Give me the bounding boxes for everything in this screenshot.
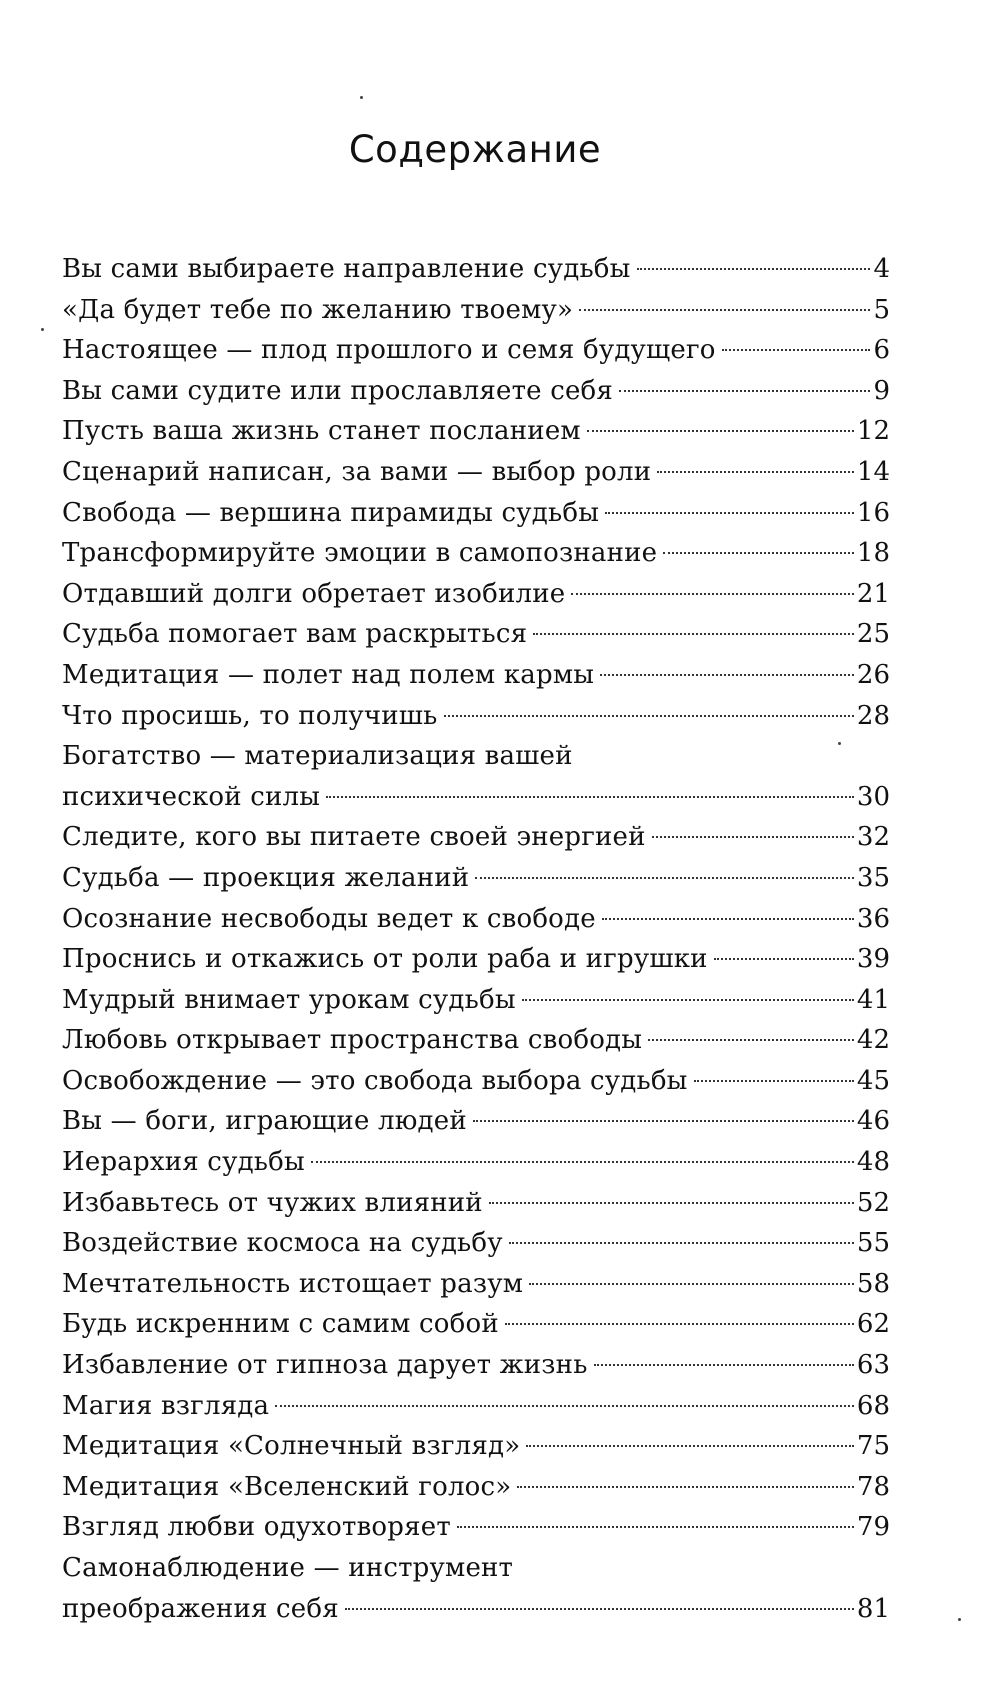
toc-line <box>62 1548 890 1589</box>
toc-entry-title: Вы — боги, играющие людей <box>62 1106 467 1137</box>
toc-entry <box>62 655 890 696</box>
print-speck <box>360 96 363 99</box>
toc-entry-title: Воздействие космоса на судьбу <box>62 1228 503 1259</box>
toc-entry-title: Вы сами выбираете направление судьбы <box>62 254 631 284</box>
toc-entry <box>62 249 890 290</box>
toc-line <box>62 655 890 696</box>
toc-entry <box>62 858 890 899</box>
toc-page-number: 9 <box>873 375 890 406</box>
dot-leader <box>509 1242 854 1244</box>
toc-entry-title: Судьба — проекция желаний <box>62 862 470 893</box>
toc-entry <box>62 1426 890 1467</box>
toc-entry <box>62 1061 890 1102</box>
toc-entry-title: Избавление от гипноза дарует жизнь <box>62 1350 588 1381</box>
dot-leader <box>637 268 871 270</box>
toc-page-number: 18 <box>856 538 890 569</box>
toc-entry-title: Следите, кого вы питаете своей энергией <box>62 822 646 853</box>
toc-page-number: 36 <box>856 903 890 934</box>
dot-leader <box>722 349 871 351</box>
toc-page-number: 30 <box>856 781 890 812</box>
toc-entry <box>62 290 890 331</box>
toc-entry-title: Будь искренним с самим собой <box>62 1309 499 1340</box>
dot-leader <box>619 390 870 392</box>
toc-entry <box>62 980 890 1021</box>
dot-leader <box>694 1080 854 1082</box>
print-speck <box>41 328 44 331</box>
toc-entry-title: Осознание несвободы ведет к свободе <box>62 903 596 934</box>
toc-entry-title: Пусть ваша жизнь станет посланием <box>62 416 581 447</box>
toc-line <box>62 1467 890 1508</box>
toc-entry-title: Свобода — вершина пирамиды судьбы <box>62 497 600 528</box>
toc-line <box>62 696 890 737</box>
toc-page-number: 52 <box>856 1187 890 1218</box>
toc-line <box>62 371 890 412</box>
toc-entry <box>62 1223 890 1264</box>
toc-line <box>62 533 890 574</box>
toc-line <box>62 452 890 493</box>
dot-leader <box>457 1526 854 1528</box>
toc-line <box>62 899 890 940</box>
toc-entry-title: Судьба помогает вам раскрыться <box>62 619 528 650</box>
toc-page-number: 79 <box>856 1512 890 1543</box>
toc-page-number: 45 <box>856 1065 890 1096</box>
toc-entry-title: Избавьтесь от чужих влияний <box>62 1187 483 1218</box>
toc-line <box>62 1507 890 1548</box>
dot-leader <box>579 309 870 311</box>
toc-entry <box>62 411 890 452</box>
toc-entry <box>62 817 890 858</box>
toc-page-number: 16 <box>856 497 890 528</box>
toc-entry <box>62 1304 890 1345</box>
toc-entry <box>62 493 890 534</box>
toc-line <box>62 290 890 331</box>
toc-page-number: 63 <box>856 1350 890 1381</box>
toc-line <box>62 858 890 899</box>
dot-leader <box>657 471 854 473</box>
toc-entry-title: Что просишь, то получишь <box>62 700 438 731</box>
toc-line <box>62 980 890 1021</box>
toc-page-number: 62 <box>856 1309 890 1340</box>
toc-entry-title: Вы сами судите или прославляете себя <box>62 375 614 406</box>
toc-entry <box>62 1467 890 1508</box>
dot-leader <box>444 715 854 717</box>
toc-page-number: 6 <box>873 335 890 366</box>
toc-entry-title: Медитация «Вселенский голос» <box>62 1471 512 1502</box>
dot-leader <box>648 1039 854 1041</box>
toc-page-number: 12 <box>856 416 890 447</box>
toc-entry <box>62 1386 890 1427</box>
toc-entry <box>62 696 890 737</box>
toc-line <box>62 330 890 371</box>
toc-page-number: 68 <box>856 1390 890 1421</box>
dot-leader <box>714 958 854 960</box>
toc-entry-title: Трансформируйте эмоции в самопознание <box>62 538 658 569</box>
toc-page-number: 58 <box>856 1268 890 1299</box>
dot-leader <box>663 552 854 554</box>
toc-entry <box>62 533 890 574</box>
dot-leader <box>594 1364 854 1366</box>
toc-line <box>62 249 890 290</box>
toc-line <box>62 1020 890 1061</box>
toc-line <box>62 1304 890 1345</box>
print-speck <box>958 1618 961 1621</box>
toc-entry <box>62 899 890 940</box>
toc-entry-title: Магия взгляда <box>62 1390 270 1421</box>
toc-entry-title: Медитация — полет над полем кармы <box>62 659 595 690</box>
toc-entry-title: Любовь открывает пространства свободы <box>62 1025 643 1056</box>
toc-page-number: 32 <box>856 822 890 853</box>
toc-page-number: 25 <box>856 619 890 650</box>
toc-entry-title: Богатство — материализация вашей <box>62 741 573 772</box>
toc-entry <box>62 452 890 493</box>
toc-line <box>62 1264 890 1305</box>
dot-leader <box>533 633 854 635</box>
toc-line <box>62 1142 890 1183</box>
toc-page-number: 42 <box>856 1025 890 1056</box>
toc-entry-title: Сценарий написан, за вами — выбор роли <box>62 456 652 487</box>
toc-entry-title: Настоящее — плод прошлого и семя будущего <box>62 335 716 366</box>
toc-entry <box>62 330 890 371</box>
dot-leader <box>489 1202 854 1204</box>
toc-entry-title: психической силы <box>62 781 321 812</box>
dot-leader <box>587 430 854 432</box>
toc-entry-title: Освобождение — это свобода выбора судьбы <box>62 1065 688 1096</box>
dot-leader <box>529 1283 854 1285</box>
toc-page-number: 78 <box>856 1471 890 1502</box>
toc-entry-title: Медитация «Солнечный взгляд» <box>62 1431 521 1462</box>
toc-entry-title: Отдавший долги обретает изобилие <box>62 578 566 609</box>
toc-line <box>62 736 890 777</box>
toc-entry <box>62 1264 890 1305</box>
toc-entry <box>62 1020 890 1061</box>
toc-entry <box>62 371 890 412</box>
toc-line <box>62 939 890 980</box>
toc-line <box>62 1223 890 1264</box>
toc-line <box>62 493 890 534</box>
toc-line <box>62 574 890 615</box>
toc-line <box>62 777 890 818</box>
toc-entry-title: Мечтательность истощает разум <box>62 1268 524 1299</box>
dot-leader <box>326 796 854 798</box>
toc-entry-title: Самонаблюдение — инструмент <box>62 1553 514 1583</box>
toc-page-number: 46 <box>856 1106 890 1137</box>
toc-page-number: 4 <box>873 254 890 284</box>
toc-page-number: 35 <box>856 862 890 893</box>
toc-line <box>62 1061 890 1102</box>
dot-leader <box>275 1405 854 1407</box>
toc-page-number: 75 <box>856 1431 890 1462</box>
dot-leader <box>526 1445 854 1447</box>
toc-entry <box>62 1548 890 1629</box>
page-title: Содержание <box>348 128 602 171</box>
toc-entry <box>62 736 890 817</box>
toc-entry <box>62 574 890 615</box>
toc-entry-title: Взгляд любви одухотворяет <box>62 1512 451 1543</box>
dot-leader <box>311 1161 854 1163</box>
toc-entry <box>62 939 890 980</box>
toc-line <box>62 411 890 452</box>
toc-line <box>62 1345 890 1386</box>
dot-leader <box>602 918 854 920</box>
toc-page-number: 81 <box>856 1593 890 1624</box>
toc-page-number: 28 <box>856 700 890 731</box>
dot-leader <box>475 877 854 879</box>
toc-line <box>62 614 890 655</box>
dot-leader <box>571 593 854 595</box>
table-of-contents <box>62 249 890 1629</box>
toc-page-number: 55 <box>856 1228 890 1259</box>
toc-page-number: 21 <box>856 578 890 609</box>
toc-page-number: 48 <box>856 1147 890 1178</box>
toc-line <box>62 1101 890 1142</box>
toc-page-number: 39 <box>856 944 890 975</box>
toc-entry-title: Мудрый внимает урокам судьбы <box>62 984 516 1015</box>
dot-leader <box>652 836 854 838</box>
toc-line <box>62 1426 890 1467</box>
toc-entry-title: Проснись и откажись от роли раба и игрушки <box>62 944 708 975</box>
dot-leader <box>517 1486 854 1488</box>
dot-leader <box>345 1608 854 1610</box>
toc-entry <box>62 1183 890 1224</box>
toc-entry <box>62 614 890 655</box>
toc-entry <box>62 1507 890 1548</box>
toc-entry <box>62 1142 890 1183</box>
toc-line <box>62 817 890 858</box>
toc-entry <box>62 1101 890 1142</box>
dot-leader <box>600 674 854 676</box>
toc-page-number: 26 <box>856 659 890 690</box>
dot-leader <box>505 1323 854 1325</box>
dot-leader <box>522 999 854 1001</box>
toc-entry-title: преображения себя <box>62 1593 339 1624</box>
dot-leader <box>473 1120 854 1122</box>
toc-page-number: 5 <box>873 294 890 325</box>
print-speck <box>838 742 841 745</box>
toc-entry-title: «Да будет тебе по желанию твоему» <box>62 294 574 325</box>
toc-line <box>62 1386 890 1427</box>
toc-page-number: 14 <box>856 456 890 487</box>
dot-leader <box>605 512 854 514</box>
toc-entry <box>62 1345 890 1386</box>
toc-entry-title: Иерархия судьбы <box>62 1147 305 1178</box>
toc-line <box>62 1183 890 1224</box>
toc-page-number: 41 <box>856 984 890 1015</box>
toc-line <box>62 1589 890 1630</box>
